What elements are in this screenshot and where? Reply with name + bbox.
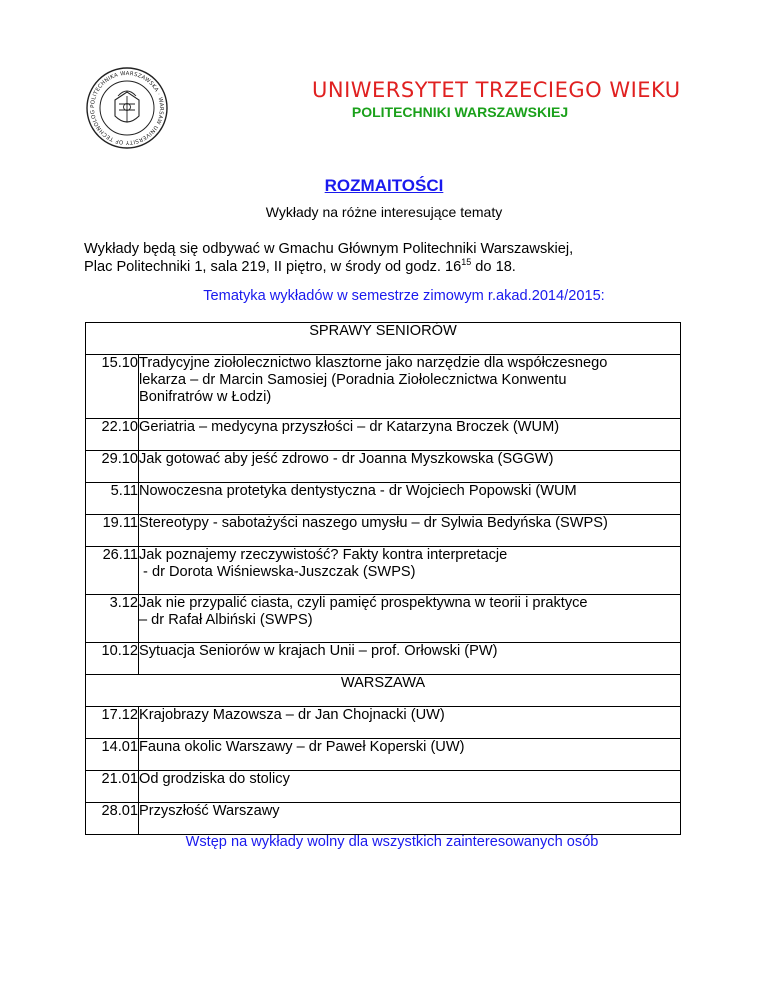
lecture-row: [86, 451, 681, 483]
lecture-row: [86, 547, 681, 595]
lecture-topic: [139, 355, 681, 419]
footer-note: Wstęp na wykłady wolny dla wszystkich zainteresowanych osób: [185, 834, 599, 850]
lecture-topic-line: Krajobrazy Mazowsza – dr Jan Chojnacki (UW): [139, 707, 445, 723]
lecture-row: [86, 707, 681, 739]
lecture-row: [86, 355, 681, 419]
lecture-topic-line: Nowoczesna protetyka dentystyczna - dr Wojciech Popowski (WUM: [139, 483, 577, 499]
lecture-schedule-table: [85, 322, 681, 835]
lecture-row: [86, 595, 681, 643]
lecture-topic-line: Fauna okolic Warszawy – dr Paweł Koperski (UW): [139, 739, 465, 755]
semester-line: Tematyka wykładów w semestrze zimowym r.akad.2014/2015:: [203, 288, 605, 304]
svg-text:POLITECHNIKA WARSZAWSKA · WARS: POLITECHNIKA WARSZAWSKA · WARSAW UNIVERSITY OF TECHNOLOG: [89, 70, 165, 146]
lecture-topic: [139, 515, 681, 547]
lecture-row: [86, 803, 681, 835]
lecture-topic-line: Przyszłość Warszawy: [139, 803, 280, 819]
lecture-topic-line: – dr Rafał Albiński (SWPS): [139, 612, 313, 628]
lecture-topic: [139, 419, 681, 451]
section-title: WARSZAWA: [86, 675, 681, 707]
intro-line-1: Wykłady będą się odbywać w Gmachu Głównym Politechniki Warszawskiej,: [84, 241, 574, 257]
lecture-row: [86, 643, 681, 675]
intro-line-2: [84, 258, 704, 276]
lecture-topic-line: Jak gotować aby jeść zdrowo - dr Joanna Myszkowska (SGGW): [139, 451, 554, 467]
lecture-topic: [139, 707, 681, 739]
lecture-row: [86, 483, 681, 515]
lecture-topic: [139, 547, 681, 595]
lecture-date: 5.11: [86, 483, 139, 515]
lecture-topic-line: Bonifratrów w Łodzi): [139, 389, 272, 405]
intro-line-2-text: Plac Politechniki 1, sala 219, II piętro, w środy od godz. 16: [84, 259, 462, 275]
lecture-row: [86, 771, 681, 803]
page-subtitle: Wykłady na różne interesujące tematy: [265, 204, 503, 220]
lecture-topic-line: Jak poznajemy rzeczywistość? Fakty kontra interpretacje: [139, 547, 508, 563]
lecture-topic-line: Stereotypy - sabotażyści naszego umysłu – dr Sylwia Bedyńska (SWPS): [139, 515, 608, 531]
university-subtitle: POLITECHNIKI WARSZAWSKIEJ: [351, 104, 569, 120]
lecture-date: 15.10: [86, 355, 139, 419]
lecture-row: [86, 515, 681, 547]
university-seal-logo: [85, 66, 169, 150]
lecture-topic-line: Geriatria – medycyna przyszłości – dr Katarzyna Broczek (WUM): [139, 419, 560, 435]
lecture-date: 10.12: [86, 643, 139, 675]
intro-line-2-end: do 18.: [471, 259, 516, 275]
lecture-topic: [139, 739, 681, 771]
university-title: UNIWERSYTET TRZECIEGO WIEKU: [312, 78, 681, 102]
lecture-date: 29.10: [86, 451, 139, 483]
lecture-topic: [139, 771, 681, 803]
lecture-topic: [139, 803, 681, 835]
section-row: [86, 323, 681, 355]
lecture-row: [86, 739, 681, 771]
lecture-topic: [139, 595, 681, 643]
lecture-date: 26.11: [86, 547, 139, 595]
lecture-date: 22.10: [86, 419, 139, 451]
lecture-date: 17.12: [86, 707, 139, 739]
lecture-topic-line: Jak nie przypalić ciasta, czyli pamięć prospektywna w teorii i praktyce: [139, 595, 588, 611]
lecture-topic-line: - dr Dorota Wiśniewska-Juszczak (SWPS): [139, 564, 416, 580]
lecture-topic: [139, 451, 681, 483]
section-title: SPRAWY SENIORÓW: [86, 323, 681, 355]
lecture-date: 14.01: [86, 739, 139, 771]
lecture-row: [86, 419, 681, 451]
lecture-topic-line: Sytuacja Seniorów w krajach Unii – prof. Orłowski (PW): [139, 643, 498, 659]
page-title: ROZMAITOŚCI: [324, 176, 444, 195]
lecture-date: 28.01: [86, 803, 139, 835]
lecture-topic: [139, 643, 681, 675]
lecture-date: 21.01: [86, 771, 139, 803]
lecture-date: 3.12: [86, 595, 139, 643]
section-row: [86, 675, 681, 707]
lecture-date: 19.11: [86, 515, 139, 547]
intro-paragraph: [84, 240, 704, 276]
lecture-topic-line: Od grodziska do stolicy: [139, 771, 290, 787]
lecture-topic-line: lekarza – dr Marcin Samosiej (Poradnia Ziołolecznictwa Konwentu: [139, 372, 567, 388]
lecture-topic: [139, 483, 681, 515]
time-superscript: 15: [461, 257, 472, 267]
lecture-topic-line: Tradycyjne ziołolecznictwo klasztorne jako narzędzie dla współczesnego: [139, 355, 608, 371]
